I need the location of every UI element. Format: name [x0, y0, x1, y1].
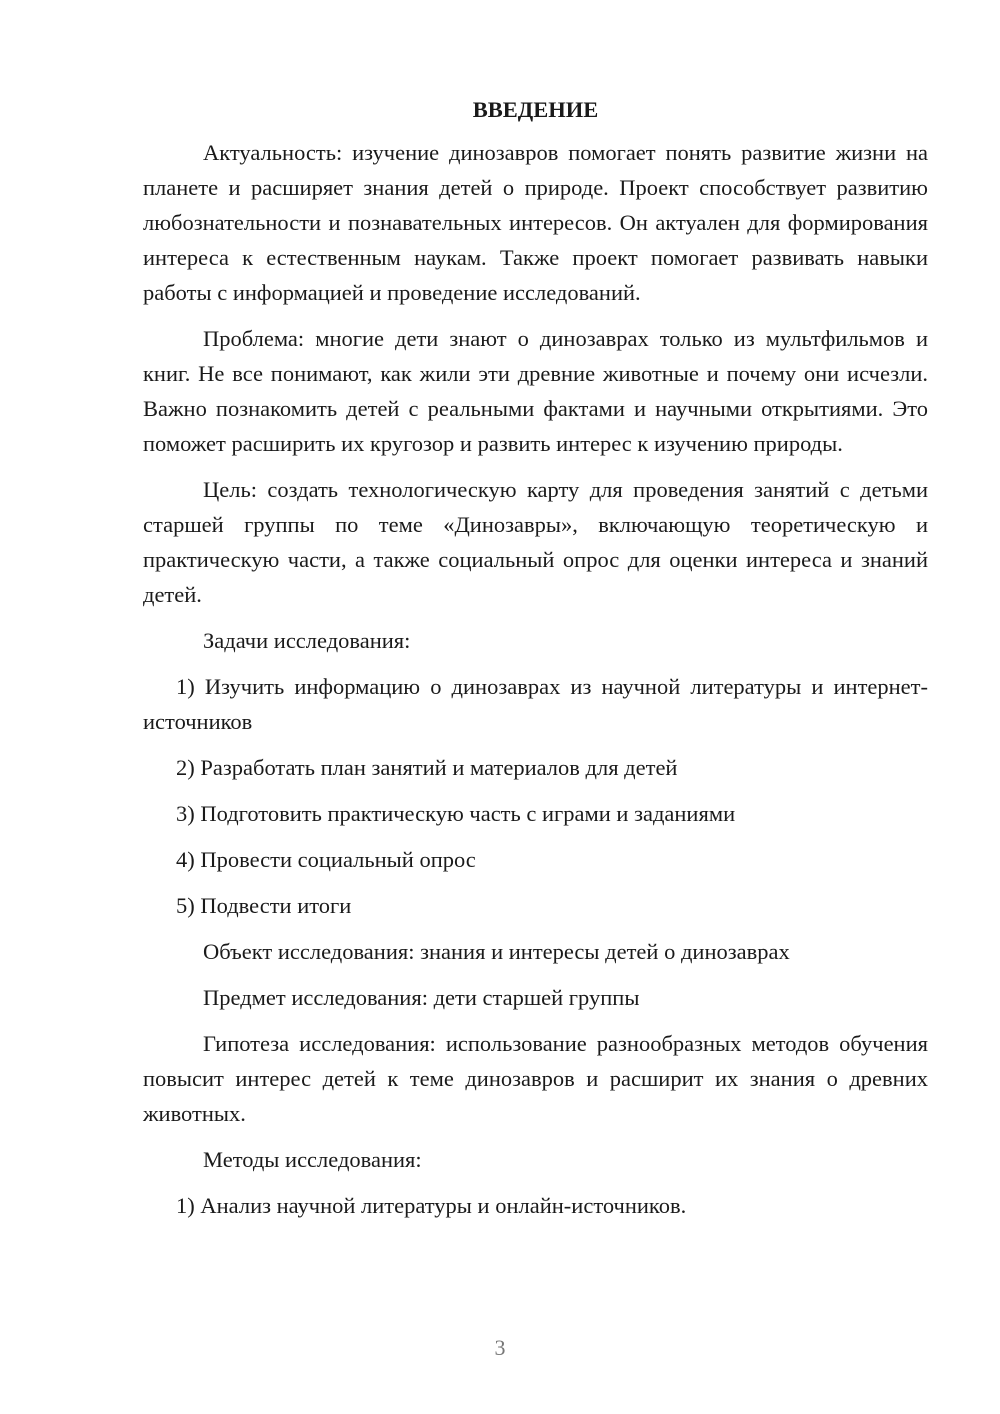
method-item-1: 1) Анализ научной литературы и онлайн-источников.: [176, 1193, 687, 1218]
object-paragraph: Объект исследования: знания и интересы детей о динозаврах: [203, 939, 790, 964]
subject-paragraph: Предмет исследования: дети старшей группы: [203, 985, 640, 1010]
page-number: 3: [494, 1335, 506, 1360]
task-item-5: 5) Подвести итоги: [176, 893, 352, 918]
task-item-4: 4) Провести социальный опрос: [176, 847, 476, 872]
document-page: [143, 92, 928, 1234]
relevance-paragraph: Актуальность: изучение динозавров помогает понять развитие жизни на планете и расширяет знания детей о природе. Проект способствует развитию любознательности и познавательных интересов. Он актуален для формирования интереса к естественным наукам. Также проект помогает развивать навыки работы с информацией и проведение исследований.: [143, 140, 928, 305]
tasks-label: Задачи исследования:: [203, 628, 411, 653]
task-item-1: 1) Изучить информацию о динозаврах из научной литературы и интернет-источников: [143, 674, 928, 734]
hypothesis-paragraph: Гипотеза исследования: использование разнообразных методов обучения повысит интерес детей к теме динозавров и расширит их знания о древних животных.: [143, 1031, 928, 1126]
goal-paragraph: Цель: создать технологическую карту для проведения занятий с детьми старшей группы по теме «Динозавры», включающую теоретическую и практическую части, а также социальный опрос для оценки интереса и знаний детей.: [143, 477, 928, 607]
section-title: ВВЕДЕНИЕ: [472, 97, 599, 122]
task-item-3: 3) Подготовить практическую часть с играми и заданиями: [176, 801, 736, 826]
problem-paragraph: Проблема: многие дети знают о динозаврах только из мультфильмов и книг. Не все понимают, как жили эти древние животные и почему они исчезли. Важно познакомить детей с реальными фактами и научными открытиями. Это поможет расширить их кругозор и развить интерес к изучению природы.: [143, 326, 928, 456]
task-item-2: 2) Разработать план занятий и материалов для детей: [176, 755, 678, 780]
methods-label: Методы исследования:: [203, 1147, 422, 1172]
